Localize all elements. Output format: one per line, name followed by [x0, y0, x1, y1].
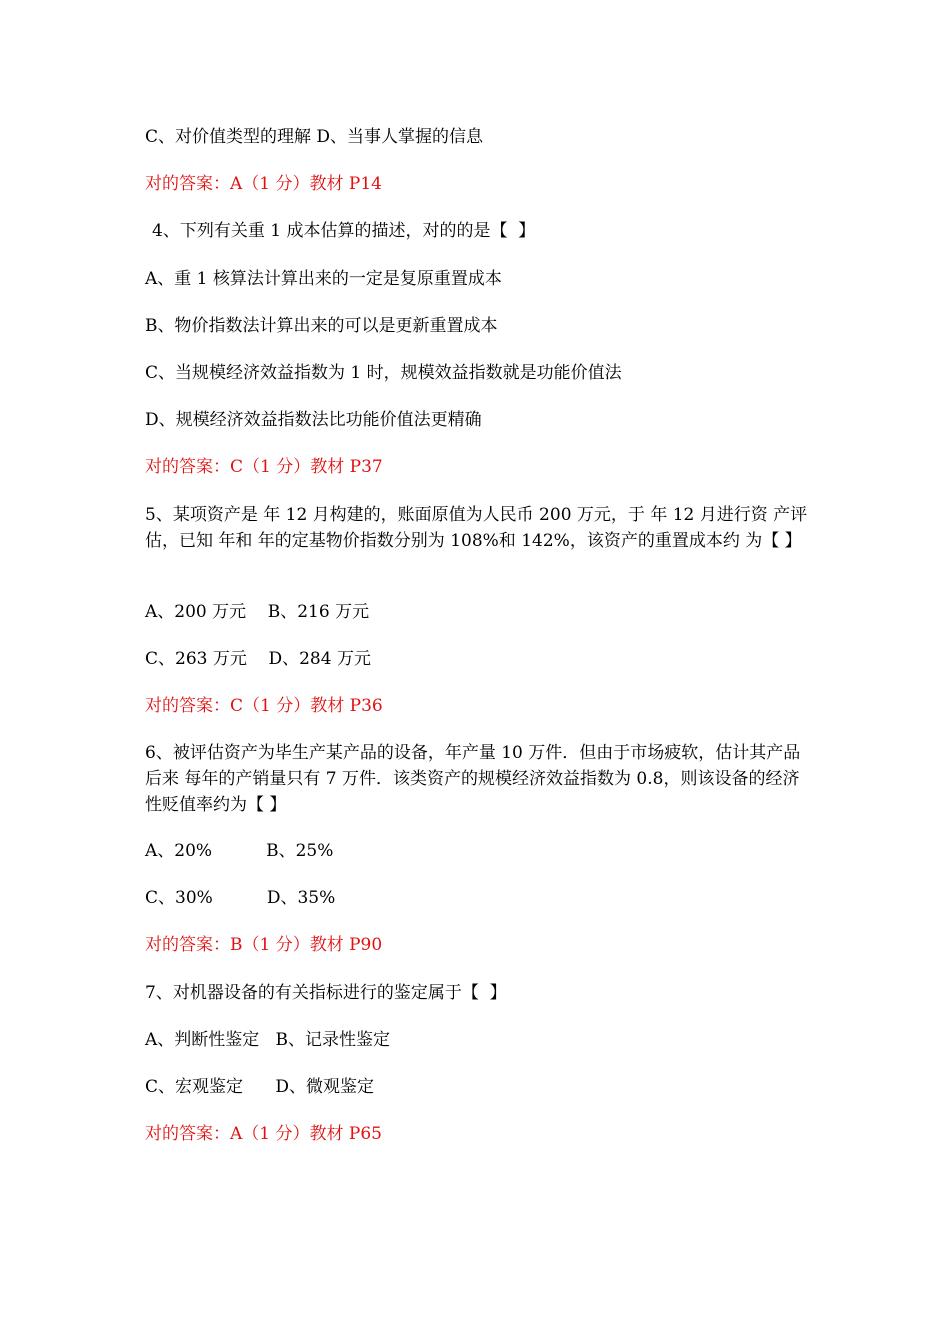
question-paragraph: 5、某项资产是 年 12 月构建的，账面原值为人民币 200 万元，于 年 12 月进行资 产评估，已知 年和 年的定基物价指数分别为 108%和 142%，该资产的重置成本约 为【 】 [145, 505, 808, 551]
answer-line: 对的答案：C（1 分）教材 P36 [145, 696, 383, 716]
option-line: C、30% D、35% [145, 888, 336, 908]
question-line: 7、对机器设备的有关指标进行的鉴定属于【 】 [145, 983, 507, 1003]
option-line: A、20% B、25% [145, 841, 334, 861]
option-line: A、重 1 核算法计算出来的一定是复原重置成本 [145, 269, 502, 289]
answer-line: 对的答案：B（1 分）教材 P90 [145, 935, 383, 955]
option-line: B、物价指数法计算出来的可以是更新重置成本 [145, 316, 498, 336]
option-line: C、对价值类型的理解 D、当事人掌握的信息 [145, 127, 484, 147]
option-line: C、263 万元 D、284 万元 [145, 649, 371, 669]
option-line: A、判断性鉴定 B、记录性鉴定 [145, 1030, 390, 1050]
option-line: C、宏观鉴定 D、微观鉴定 [145, 1077, 375, 1097]
question-paragraph: 6、被评估资产为毕生产某产品的设备，年产量 10 万件．但由于市场疲软，估计其产品后来 每年的产销量只有 7 万件．该类资产的规模经济效益指数为 0.8，则该设备的经济性贬值率约为【 】 [145, 743, 801, 815]
answer-line: 对的答案：A（1 分）教材 P14 [145, 174, 382, 194]
option-line: D、规模经济效益指数法比功能价值法更精确 [145, 410, 482, 430]
option-line: C、当规模经济效益指数为 1 时，规模效益指数就是功能价值法 [145, 363, 622, 383]
answer-line: 对的答案：A（1 分）教材 P65 [145, 1124, 382, 1144]
answer-line: 对的答案：C（1 分）教材 P37 [145, 457, 383, 477]
question-line: 4、下列有关重 1 成本估算的描述，对的的是【 】 [152, 221, 536, 241]
option-line: A、200 万元 B、216 万元 [145, 602, 370, 622]
